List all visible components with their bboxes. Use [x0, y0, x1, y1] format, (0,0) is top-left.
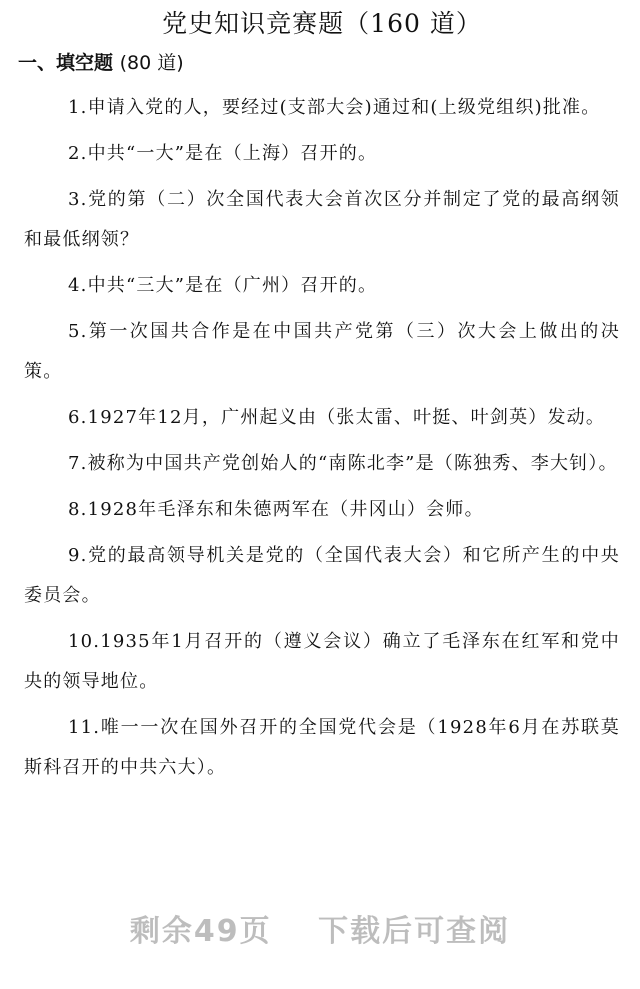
download-prompt[interactable] — [0, 906, 640, 950]
question-item: 5.第一次国共合作是在中国共产党第（三）次大会上做出的决策。 — [24, 321, 620, 382]
download-hint-label: 下载后可查阅 — [318, 914, 511, 949]
question-item: 7.被称为中国共产党创始人的“南陈北李”是（陈独秀、李大钊）。 — [68, 453, 618, 474]
section-heading-text: 一、填空题 — [18, 52, 114, 74]
question-item: 1.申请入党的人，要经过(支部大会)通过和(上级党组织)批准。 — [68, 97, 601, 118]
question-item: 6.1927年12月，广州起义由（张太雷、叶挺、叶剑英）发动。 — [68, 407, 606, 428]
question-item: 8.1928年毛泽东和朱德两军在（井冈山）会师。 — [68, 499, 484, 520]
question-item: 3.党的第（二）次全国代表大会首次区分并制定了党的最高纲领和最低纲领？ — [24, 189, 620, 250]
question-item: 2.中共“一大”是在（上海）召开的。 — [68, 143, 378, 164]
question-item: 4.中共“三大”是在（广州）召开的。 — [68, 275, 378, 296]
remaining-pages-label: 剩余49页 — [129, 914, 272, 949]
question-list — [24, 88, 620, 788]
question-item: 10.1935年1月召开的（遵义会议）确立了毛泽东在红军和党中央的领导地位。 — [24, 631, 620, 692]
section-heading — [18, 48, 620, 78]
question-item: 9.党的最高领导机关是党的（全国代表大会）和它所产生的中央委员会。 — [24, 545, 620, 606]
document-title: 党史知识竞赛题（160 道） — [162, 9, 482, 38]
question-item: 11.唯一一次在国外召开的全国党代会是（1928年6月在苏联莫斯科召开的中共六大）。 — [24, 717, 620, 778]
section-question-count: (80 道) — [119, 52, 184, 74]
